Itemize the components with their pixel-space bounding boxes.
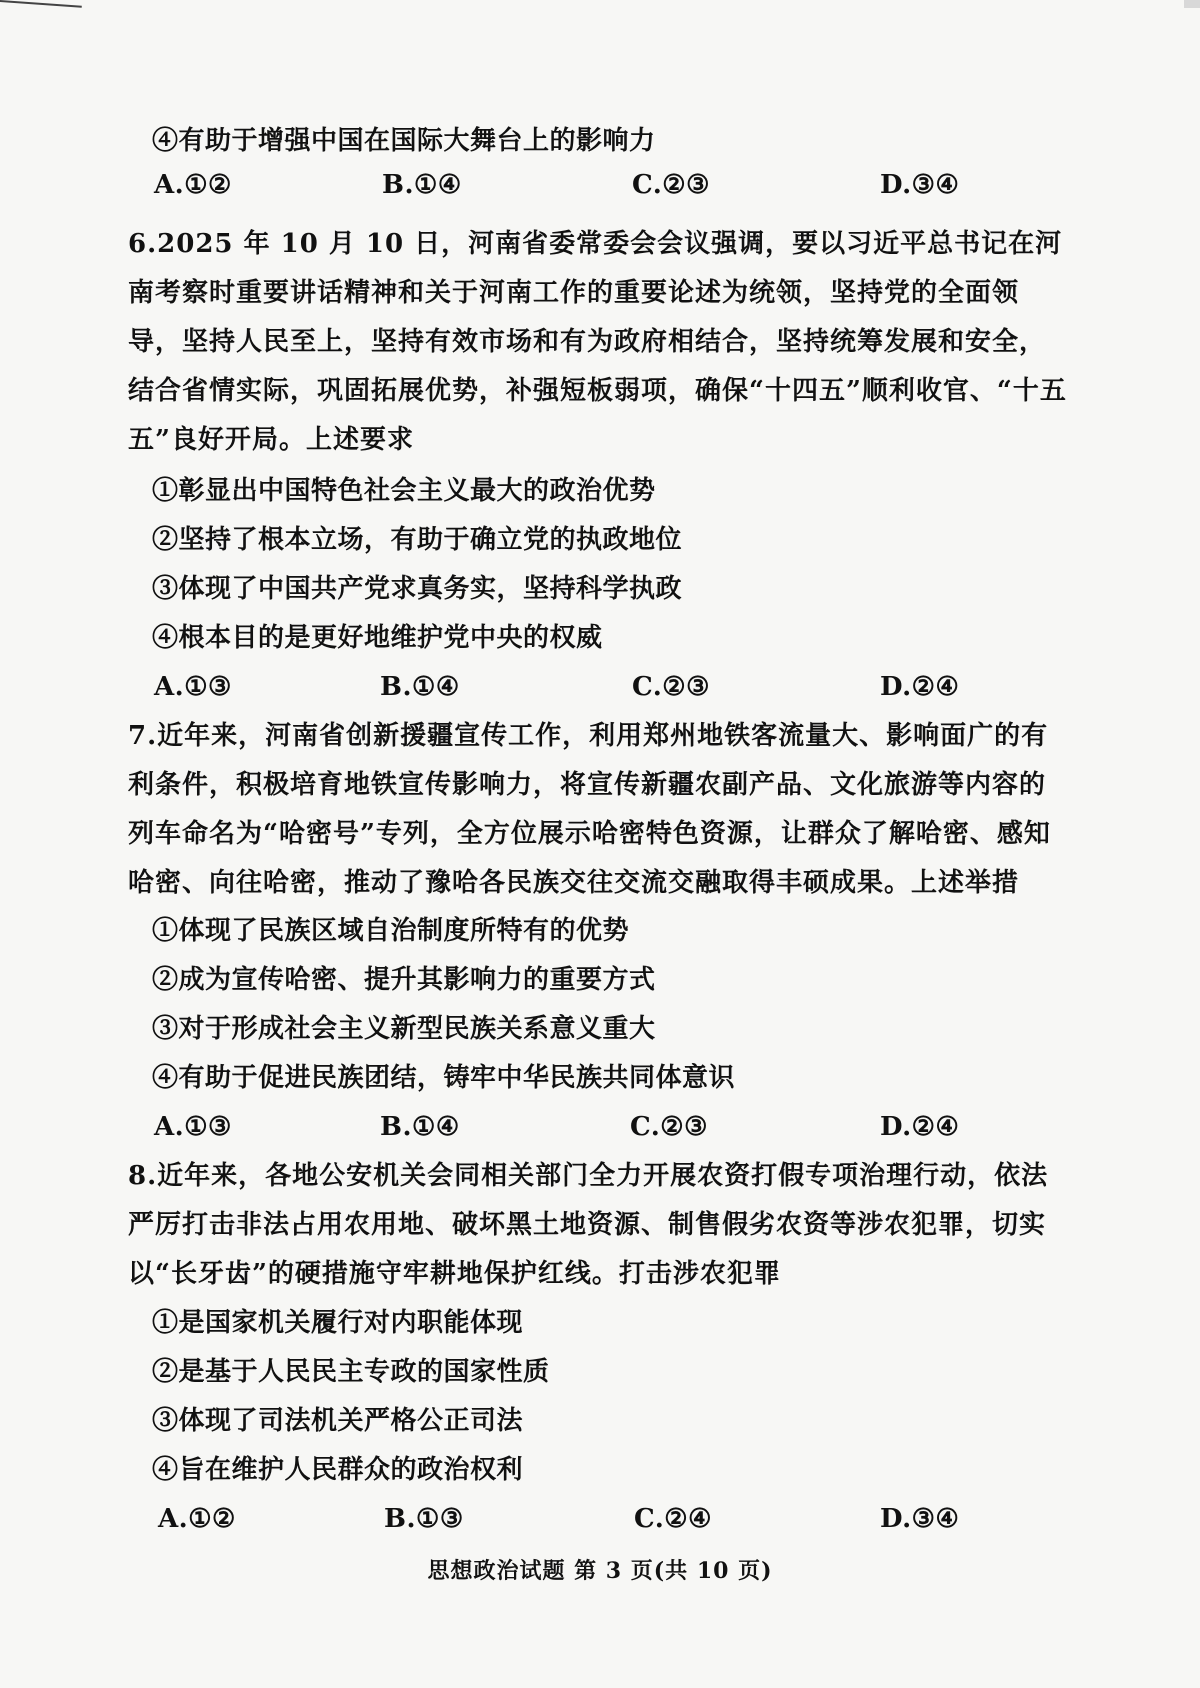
- q7-statement-2: ②成为宣传哈密、提升其影响力的重要方式: [152, 965, 656, 995]
- question-8-number: 8.: [128, 1161, 158, 1191]
- q8-statement-2: ②是基于人民民主专政的国家性质: [152, 1357, 550, 1387]
- q7-choice-d[interactable]: D.②④: [880, 1112, 960, 1142]
- q6-choice-b[interactable]: B.①④: [380, 672, 460, 702]
- q7-choice-c[interactable]: C.②③: [630, 1112, 708, 1142]
- q6-choice-c[interactable]: C.②③: [632, 672, 710, 702]
- page-footer: 思想政治试题 第 3 页(共 10 页): [427, 1558, 773, 1584]
- question-8-stem: [128, 1152, 1068, 1299]
- q8-choice-b[interactable]: B.①③: [384, 1504, 464, 1534]
- q8-statement-3: ③体现了司法机关严格公正司法: [152, 1406, 524, 1436]
- question-8-text: 近年来，各地公安机关会同相关部门全力开展农资打假专项治理行动，依法严厉打击非法占用农用地、破坏黑土地资源、制售假劣农资等涉农犯罪，切实以“长牙齿”的硬措施守牢耕地保护红线。打击涉农犯罪: [128, 1161, 1049, 1289]
- q6-statement-4: ④根本目的是更好地维护党中央的权威: [152, 623, 603, 653]
- question-7-stem: [128, 712, 1068, 908]
- q8-statement-1: ①是国家机关履行对内职能体现: [152, 1308, 524, 1338]
- q6-statement-2: ②坚持了根本立场，有助于确立党的执政地位: [152, 525, 683, 555]
- q6-statement-1: ①彰显出中国特色社会主义最大的政治优势: [152, 476, 656, 506]
- q7-statement-3: ③对于形成社会主义新型民族关系意义重大: [152, 1014, 656, 1044]
- question-7-number: 7.: [128, 721, 158, 751]
- q6-statement-3: ③体现了中国共产党求真务实，坚持科学执政: [152, 574, 683, 604]
- q5-choice-a[interactable]: A.①②: [154, 170, 232, 200]
- q8-statement-4: ④旨在维护人民群众的政治权利: [152, 1455, 524, 1485]
- q5-statement-4: ④有助于增强中国在国际大舞台上的影响力: [152, 126, 656, 156]
- q5-choice-b[interactable]: B.①④: [382, 170, 462, 200]
- q7-choice-a[interactable]: A.①③: [154, 1112, 232, 1142]
- q6-choice-a[interactable]: A.①③: [154, 672, 232, 702]
- question-6-text: 2025 年 10 月 10 日，河南省委常委会会议强调，要以习近平总书记在河南考察时重要讲话精神和关于河南工作的重要论述为统领，坚持党的全面领导，坚持人民至上，坚持有效市场和有为政府相结合，坚持统筹发展和安全，结合省情实际，巩固拓展优势，补强短板弱项，确保“十四五”顺利收官、“十五五”良好开局。上述要求: [128, 229, 1067, 455]
- question-6-number: 6.: [128, 229, 158, 259]
- q7-choice-b[interactable]: B.①④: [380, 1112, 460, 1142]
- q6-choice-d[interactable]: D.②④: [880, 672, 960, 702]
- q7-statement-1: ①体现了民族区域自治制度所特有的优势: [152, 916, 630, 946]
- question-6-stem: [128, 220, 1068, 465]
- question-7-text: 近年来，河南省创新援疆宣传工作，利用郑州地铁客流量大、影响面广的有利条件，积极培育地铁宣传影响力，将宣传新疆农副产品、文化旅游等内容的列车命名为“哈密号”专列，全方位展示哈密特色资源，让群众了解哈密、感知哈密、向往哈密，推动了豫哈各民族交往交流交融取得丰硕成果。上述举措: [128, 721, 1051, 898]
- q7-statement-4: ④有助于促进民族团结，铸牢中华民族共同体意识: [152, 1063, 736, 1093]
- q8-choice-d[interactable]: D.③④: [880, 1504, 960, 1534]
- q8-choice-c[interactable]: C.②④: [634, 1504, 712, 1534]
- q5-choice-c[interactable]: C.②③: [632, 170, 710, 200]
- q8-choice-a[interactable]: A.①②: [158, 1504, 236, 1534]
- q5-choice-d[interactable]: D.③④: [880, 170, 960, 200]
